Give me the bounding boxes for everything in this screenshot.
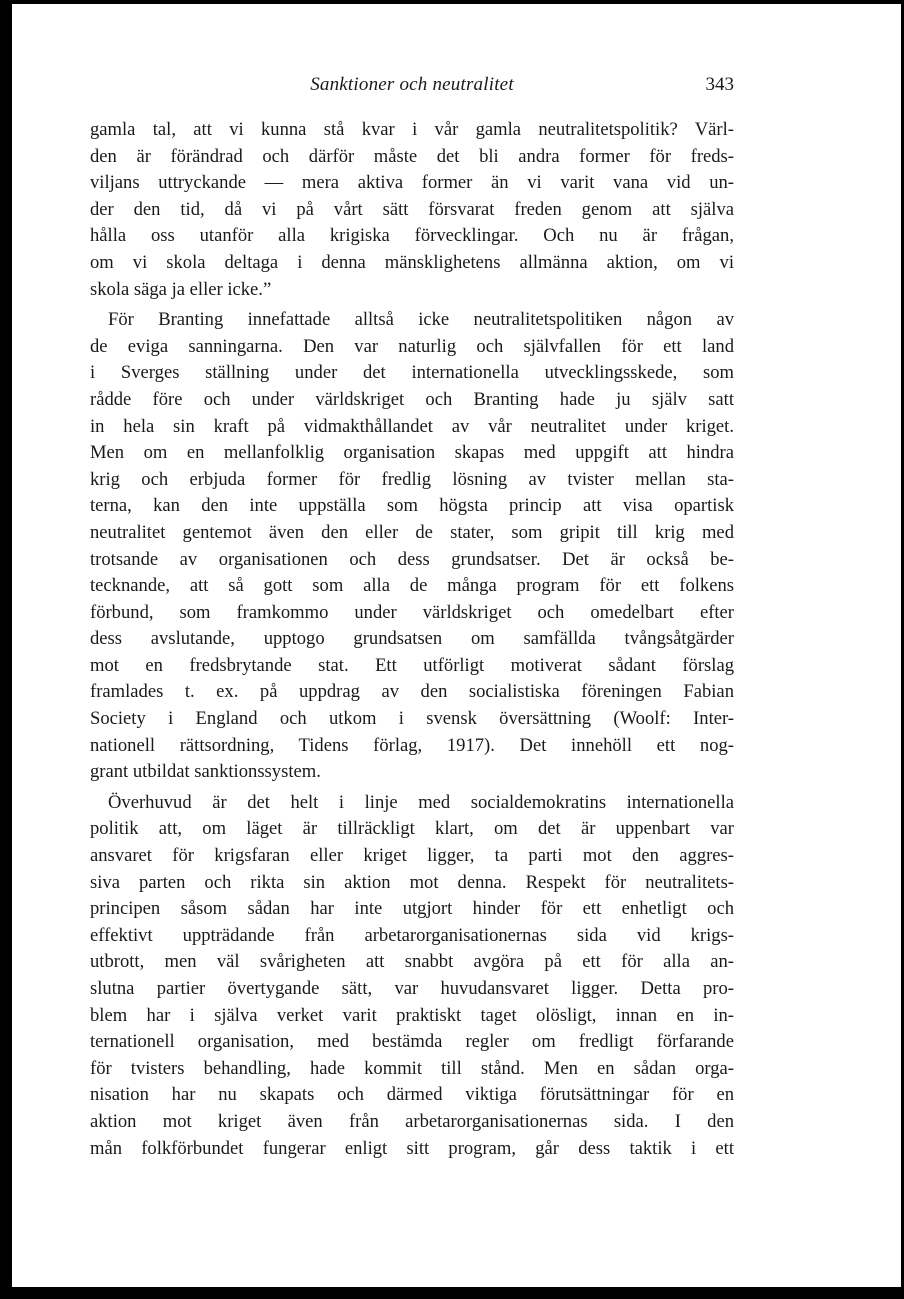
text-line: grant utbildat sanktionssystem.: [90, 761, 321, 783]
text-line: blem har i själva verket varit praktiskt taget olösligt, innan en in-: [90, 1004, 734, 1026]
text-line: i Sverges ställning under det internationella utvecklingsskede, som: [90, 362, 734, 384]
running-title: Sanktioner och neutralitet: [310, 74, 514, 95]
text-line: Överhuvud är det helt i linje med socialdemokratins internationella: [108, 791, 734, 813]
text-line: principen såsom sådan har inte utgjort hinder för ett enhetligt och: [90, 898, 734, 920]
text-line: terna, kan den inte uppställa som högsta princip att visa opartisk: [90, 495, 734, 517]
text-line: in hela sin kraft på vidmakthållandet av vår neutralitet under kriget.: [90, 415, 734, 437]
text-line: hålla oss utanför alla krigiska förvecklingar. Och nu är frågan,: [90, 225, 734, 247]
text-line: politik att, om läget är tillräckligt klart, om det är uppenbart var: [90, 818, 734, 840]
text-line: den är förändrad och därför måste det bli andra former för freds-: [90, 145, 734, 167]
text-line: mån folkförbundet fungerar enligt sitt program, går dess taktik i ett: [90, 1137, 734, 1159]
text-line: krig och erbjuda former för fredlig lösning av tvister mellan sta-: [90, 468, 734, 490]
text-line: der den tid, då vi på vårt sätt försvarat freden genom att själva: [90, 198, 734, 220]
text-line: siva parten och rikta sin aktion mot denna. Respekt för neutralitets-: [90, 871, 734, 893]
body-text: [90, 117, 734, 1162]
paragraph-1: [90, 117, 734, 303]
scan-border-bottom: [0, 1287, 904, 1299]
page-number: 343: [705, 74, 734, 95]
text-line: rådde före och under världskriget och Branting hade ju själv satt: [90, 388, 734, 410]
text-line: framlades t. ex. på uppdrag av den socialistiska föreningen Fabian: [90, 681, 734, 703]
text-line: slutna partier övertygande sätt, var huvudansvaret ligger. Detta pro-: [90, 978, 734, 999]
text-line: nisation har nu skapats och därmed viktiga förutsättningar för en: [90, 1084, 734, 1106]
text-line: viljans uttryckande — mera aktiva former än vi varit vana vid un-: [90, 172, 734, 194]
text-line: nationell rättsordning, Tidens förlag, 1917). Det innehöll ett nog-: [90, 734, 734, 756]
text-line: förbund, som framkommo under världskriget och omedelbart efter: [90, 601, 734, 623]
text-line: om vi skola deltaga i denna mänsklighetens allmänna aktion, om vi: [90, 251, 734, 273]
text-line: För Branting innefattade alltså icke neutralitetspolitiken någon av: [108, 309, 734, 331]
text-line: aktion mot kriget även från arbetarorganisationernas sida. I den: [90, 1110, 734, 1132]
text-line: dess avslutande, upptogo grundsatsen om samfällda tvångsåtgärder: [90, 628, 734, 650]
text-line: ansvaret för krigsfaran eller kriget ligger, ta parti mot den aggres-: [90, 845, 734, 867]
text-line: tecknande, att så gott som alla de många program för ett folkens: [90, 575, 734, 597]
scan-border-left: [0, 0, 12, 1299]
text-line: utbrott, men väl svårigheten att snabbt avgöra på ett för alla an-: [90, 951, 734, 973]
text-line: ternationell organisation, med bestämda regler om fredligt förfarande: [90, 1031, 734, 1053]
text-line: neutralitet gentemot även den eller de stater, som gripit till krig med: [90, 521, 734, 543]
paragraph-3: [90, 790, 734, 1162]
scan-border-top: [0, 0, 904, 4]
text-line: de eviga sanningarna. Den var naturlig och självfallen för ett land: [90, 335, 734, 357]
text-line: trotsande av organisationen och dess grundsatser. Det är också be-: [90, 548, 734, 570]
page-header: [90, 74, 734, 104]
paragraph-2: [90, 307, 734, 786]
text-line: gamla tal, att vi kunna stå kvar i vår gamla neutralitetspolitik? Värl-: [90, 119, 734, 140]
text-line: effektivt uppträdande från arbetarorganisationernas sida vid krigs-: [90, 924, 734, 946]
text-line: mot en fredsbrytande stat. Ett utförligt motiverat sådant förslag: [90, 654, 734, 676]
text-line: Society i England och utkom i svensk översättning (Woolf: Inter-: [90, 708, 734, 730]
text-line: Men om en mellanfolklig organisation skapas med uppgift att hindra: [90, 442, 734, 464]
text-line: skola säga ja eller icke.”: [90, 278, 272, 300]
text-line: för tvisters behandling, hade kommit till stånd. Men en sådan orga-: [90, 1057, 734, 1079]
